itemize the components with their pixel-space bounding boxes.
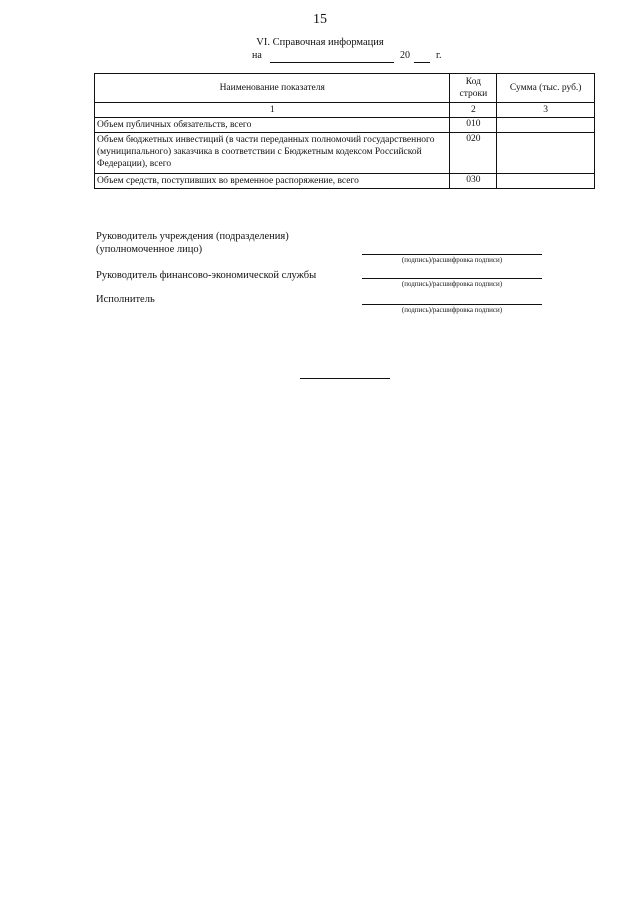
sum-cell[interactable]: [497, 174, 595, 189]
head-label-sub: (уполномоченное лицо): [96, 244, 203, 255]
date-prefix: на: [252, 50, 262, 61]
executor-label: Исполнитель: [96, 294, 155, 305]
finance-signature-line[interactable]: [362, 278, 542, 279]
indicator-name: Объем публичных обязательств, всего: [95, 118, 450, 133]
date-day-month-field[interactable]: [270, 50, 394, 63]
signature-hint: (подпись)/расшифровка подписи): [401, 306, 503, 314]
header-line-code: Код строки: [450, 74, 497, 103]
head-label: Руководитель учреждения (подразделения): [96, 231, 289, 242]
header-sum: Сумма (тыс. руб.): [497, 74, 595, 103]
section-title: VI. Справочная информация: [256, 37, 384, 48]
indicator-name: Объем бюджетных инвестиций (в части переданных полномочий государственного (муниципального) заказчика в соответствии с Бюджетным кодексом Российской Федерации), всего: [95, 133, 450, 174]
signature-hint: (подпись)/расшифровка подписи): [401, 256, 503, 264]
executor-signature-line[interactable]: [362, 304, 542, 305]
sum-cell[interactable]: [497, 133, 595, 174]
signature-hint: (подпись)/расшифровка подписи): [401, 280, 503, 288]
page-number: 15: [313, 12, 327, 27]
indicator-name: Объем средств, поступивших во временное распоряжение, всего: [95, 174, 450, 189]
line-code: 030: [450, 174, 497, 189]
finance-head-label: Руководитель финансово-экономической службы: [96, 270, 317, 281]
end-of-form-line: [300, 378, 390, 379]
date-suffix: г.: [436, 50, 442, 61]
sum-cell[interactable]: [497, 118, 595, 133]
line-code: 020: [450, 133, 497, 174]
line-code: 010: [450, 118, 497, 133]
head-signature-line[interactable]: [362, 254, 542, 255]
table-row: [95, 118, 595, 133]
table-row: [95, 133, 595, 174]
column-number: 2: [450, 103, 497, 118]
table-row: [95, 174, 595, 189]
reference-info-table: [94, 73, 595, 189]
date-year-prefix: 20: [400, 50, 410, 61]
header-indicator-name: Наименование показателя: [95, 74, 450, 103]
date-year-field[interactable]: [414, 50, 430, 63]
column-number-row: [95, 103, 595, 118]
column-number: 1: [95, 103, 450, 118]
column-number: 3: [497, 103, 595, 118]
table-header-row: [95, 74, 595, 103]
